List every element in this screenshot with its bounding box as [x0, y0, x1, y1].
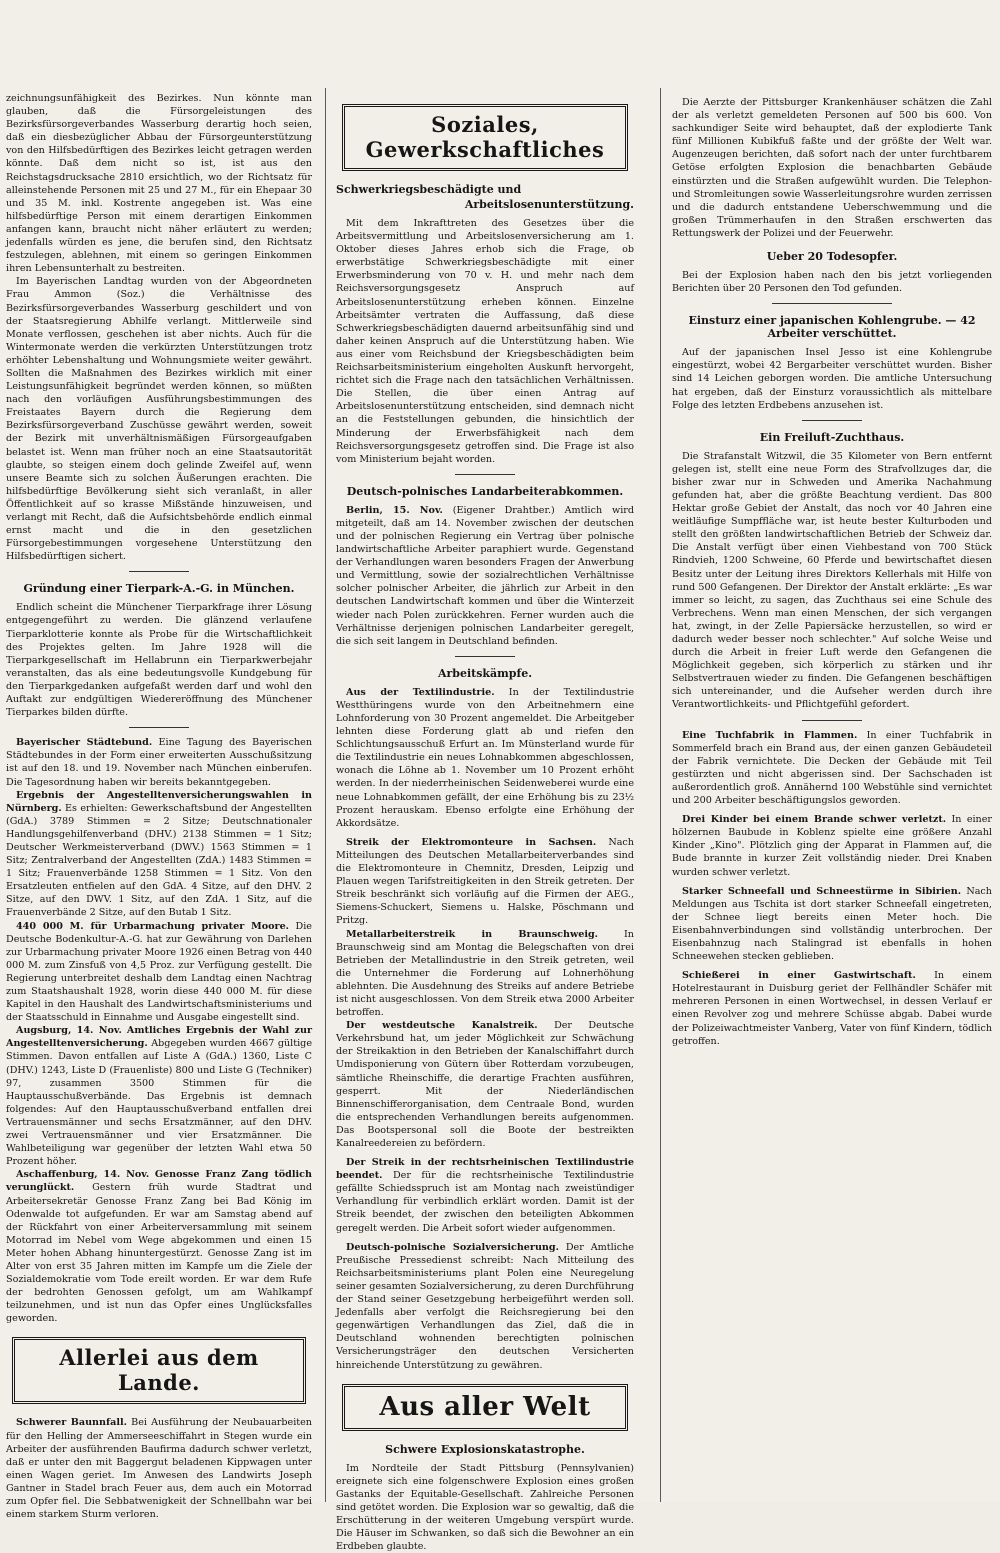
article-kanal: Der Deutsche Verkehrsbund hat, um jeder Möglichkeit zur Schwächung der Streikaktion in den Betrieben der Kanalschiffahrt durch Umdisponierung von Gütern über Rotterdam vorzubeugen, sämtliche Rheinschiffe, die derartige Frachten ausführen, gesperrt. Mit der Niederländischen Binnenschifferorganisation, dem Centraale Bond, wurden die entsprechenden Verhandlungen bereits aufgenommen. Das Bootspersonal soll die Boote der bestreikten Kanalreedereien zu befördern.: [336, 1020, 634, 1149]
article-moore: Die Deutsche Bodenkultur-A.-G. hat zur Gewährung von Darlehen zur Urbarmachung privater Moore 1926 einen Betrag von 440 000 M. zum Zinsfuß von 4,5 Proz. zur Verfügung gestellt. Die Regierung unterbreitet deshalb dem Landtag einen Nachtrag zum Staatshaushalt 1928, worin diese 440 000 M. für diese Kapitel in den Haushalt des Landwirtschaftsministeriums und der Staatsschuld in Einnahme und Ausgabe eingestellt sind.: [6, 920, 312, 1024]
headline-landarbeiter: Deutsch-polnisches Landarbeiterabkommen.: [346, 484, 624, 498]
headline-japan: Einsturz einer japanischen Kohlengrube. — 42 Arbeiter verschüttet.: [688, 314, 976, 341]
lead-rhein: Der Streik in der rechtsrheinischen Textilindustrie beendet.: [336, 1157, 634, 1182]
column-left: [2, 0, 314, 1521]
article-landarbeiter: (Eigener Drahtber.) Amtlich wird mitgeteilt, daß am 14. November zwischen der deutschen und der polnischen Regierung ein Vertrag über polnische landwirtschaftliche Arbeiter paraphiert wurde. Gegenstand der Verhandlungen waren besonders Fragen der Anwerbung und Vermittlung, sowie der sozialrechtlichen Verhältnisse solcher polnischer Arbeiter, die jährlich zur Arbeit in den deutschen Landwirtschaft kommen und über die Winterzeit wieder nach Polen zurückkehren. Ferner wurden auch die Verhältnisse derjenigen polnischen Landarbeiter geregelt, die sich seit langem in Deutschland befinden.: [336, 504, 634, 647]
lead-berlin: Berlin, 15. Nov.: [346, 504, 443, 516]
separator: [802, 720, 862, 721]
section-heading-lande: Allerlei aus dem Lande.: [12, 1337, 306, 1404]
column-right: [668, 0, 996, 1502]
headline-todesopfer: Ueber 20 Todesopfer.: [766, 250, 898, 264]
article-zang: Gestern früh wurde Stadtrat und Arbeitersekretär Genosse Franz Zang bei Bad König im Odenwalde tot aufgefunden. Er war am Samstag abend auf der Rückfahrt von einer Arbeiterversammlung mit seinem Motorrad im Nebel vom Wege abgekommen und einen 15 Meter hohen Abhang hinuntergestürzt. Genosse Zang ist im Alter von erst 35 Jahren mitten im Kampfe um die Ziele der Sozialdemokratie vom Tode ereilt worden. Er war dem Rufe der bedrohten Genossen gefolgt, um am Wahlkampf teilzunehmen, und ist nun das Opfer eines Unglücksfalles geworden.: [6, 1182, 312, 1325]
separator: [772, 303, 892, 304]
lead-kanal: Der westdeutsche Kanalstreik.: [346, 1020, 538, 1032]
lead-nuernberg: Ergebnis der Angestelltenversicherungswahlen in Nürnberg.: [6, 789, 312, 814]
lead-aschaffenburg: Aschaffenburg, 14. Nov.: [16, 1169, 150, 1181]
article-continuation: zeichnungsunfähigkeit des Bezirkes. Nun könnte man glauben, daß die Fürsorgeleistungen des Bezirksfürsorgeverbandes Wasserburg derartig hoch seien, daß ein diesbezüglicher Abbau der Fürsorgeunterstützung von den Hilfsbedürftigen des Bezirkes leicht getragen werden könnte. Daß dem nicht so ist, ist aus den Reichstagsdrucksache 2810 ersichtlich, wo der Richtsatz für alleinstehende Personen mit 25 und 27 M., für ein Ehepaar 30 und 35 M. inkl. Kostrente angegeben ist. Was eine hilfsbedürftige Person mit einem derartigen Einkommen anfangen kann, braucht nicht näher erläutert zu werden; jedenfalls würden es jene, die berufen sind, den Richtsatz festzulegen, ablehnen, mit einem so geringen Einkommen ihren Lebensunterhalt zu bestreiten.: [6, 93, 312, 275]
separator: [129, 727, 189, 728]
lead-kinder: Drei Kinder bei einem Brande schwer verletzt.: [682, 814, 947, 826]
article-japan: Auf der japanischen Insel Jesso ist eine Kohlengrube eingestürzt, wobei 42 Bergarbeiter verschüttet wurden. Bisher sind 14 Leichen geborgen worden. Die amtliche Untersuchung hat ergeben, daß der Einsturz voraussichtlich als mittelbare Folge des letzten Erdbebens anzusehen ist.: [672, 347, 992, 411]
lead-textil: Aus der Textilindustrie.: [346, 686, 495, 698]
separator: [455, 474, 515, 475]
lead-sozialvers: Deutsch-polnische Sozialversicherung.: [346, 1241, 559, 1253]
lead-elektro: Streik der Elektromonteure in Sachsen.: [346, 836, 597, 848]
lead-staedtebund: Bayerischer Städtebund.: [16, 737, 153, 749]
lead-braunschweig: Metallarbeiterstreik in Braunschweig.: [346, 928, 599, 940]
article-zuchthaus: Die Strafanstalt Witzwil, die 35 Kilometer von Bern entfernt gelegen ist, stellt eine neue Form des Strafvollzuges dar, die bisher zwar nur in Schweden und Amerika Nachahmung gefunden hat, aber die größte Beachtung verdient. Das 800 Hektar große Gebiet der Anstalt, das noch vor 40 Jahren eine weitläufige Sumpffläche war, ist heute bester Kulturboden und stellt den größten landwirtschaftlichen Betrieb der Schweiz dar. Die Anstalt verfügt über einen Viehbestand von 700 Stück Rindvieh, 1200 Schweine, 60 Pferde und bewirtschaftet diesen Besitz unter der Leitung ihres Direktors Kellerhals mit Hilfe von rund 500 Gefangenen. Der Direktor der Anstalt erklärte: „Es war immer so leicht, zu sagen, das Zuchthaus sei eine Schule des Verbrechens. Wenn man einen Menschen, der sich vergangen hat, zwingt, in der Zelle Papiersäcke herzustellen, so wird er dadurch weder besser noch schlechter." Auf solche Weise und durch die Arbeit in freier Luft werde den Gefangenen die Möglichkeit gegeben, sich körperlich zu stärken und ihr Selbstvertrauen wieder zu finden. Die Gefangenen beschäftigen sich untereinander, und die Aufseher werden durch ihre Verantwortlichkeits- und Pflichtgefühl gefordert.: [672, 450, 992, 711]
separator: [802, 420, 862, 421]
article-pittsburg-cont: Die Aerzte der Pittsburger Krankenhäuser schätzen die Zahl der als verletzt gemeldeten Personen auf 500 bis 600. Von sachkundiger Seite wird behauptet, daß der explodierte Tank fünf Millionen Kubikfuß faßte und der größte der Welt war. Augenzeugen berichten, daß sofort nach der unter furchtbarem Getöse erfolgten Explosion die benachbarten Gebäude einstürzten und die Straßen aufgewühlt wurden. Die Telephon- und Stromleitungen sowie Wasserleitungsrohre wurden zerrissen und die dadurch entstandene Ueberschwemmung und die großen Trümmerhaufen in den Straßen erschwerten das Rettungswerk der Polizei und der Feuerwehr.: [672, 97, 992, 239]
article-braunschweig: In Braunschweig sind am Montag die Belegschaften von drei Betrieben der Metallindustrie in den Streik getreten, weil die Unternehmer die Forderung auf Lohnerhöhung ablehnten. Die Ausdehnung des Streiks auf andere Betriebe ist nicht ausgeschlossen. Von dem Streik etwa 2000 Arbeiter betroffen.: [336, 928, 634, 1019]
separator: [129, 571, 189, 572]
lead-tuchfabrik: Eine Tuchfabrik in Flammen.: [682, 729, 858, 741]
article-sozialvers: Der Amtliche Preußische Pressedienst schreibt: Nach Mitteilung des Reichsarbeitsministeriums plant Polen eine Neuregelung seiner gesamten Sozialversicherung, zu deren Durchführung der Stand seiner Gesetzgebung herbeigeführt werden soll. Jedenfalls aber verfolgt die Reichsregierung bei den gegenwärtigen Verhandlungen das Ziel, daß die in Deutschland wohnenden berechtigten polnischen Versicherungsträger den deutschen Versicherten hinreichende Unterstützung zu gewähren.: [336, 1241, 634, 1371]
article-nuernberg: Es erhielten: Gewerkschaftsbund der Angestellten (GdA.) 3789 Stimmen = 2 Sitze; Deutschnationaler Handlungsgehilfenverband (DHV.) 2138 Stimmen = 1 Sitz; Deutscher Werkmeisterverband (DWV.) 1563 Stimmen = 1 Sitz; Zentralverband der Angestellten (ZdA.) 1483 Stimmen = 1 Sitz; Frauenverbände 1258 Stimmen = 1 Sitz. Von den Ersatzleuten entfielen auf den GdA. 4 Sitze, auf den DHV. 2 Sitze, auf den DWV. 1 Sitz, auf den ZdA. 1 Sitz, auf die Frauenverbände 2 Sitze, auf den Butab 1 Sitz.: [6, 802, 312, 919]
article-tierpark: Endlich scheint die Münchener Tierparkfrage ihrer Lösung entgegengeführt zu werden. Die glänzend verlaufene Tierparklotterie konnte als Probe für die Wirtschaftlichkeit des Projektes gelten. Im Jahre 1928 will die Tierparkgesellschaft im Hellabrunn ein Tierparkwerbejahr veranstalten, das als eine bedeutungsvolle Kundgebung für den Tierparkgedanken aufgefaßt werden darf und wohl den Auftakt zur endgültigen Wiedereröffnung des Münchener Tierparkes bilden dürfte.: [6, 602, 312, 719]
section-heading-soziales: Soziales, Gewerkschaftliches: [342, 104, 628, 171]
article-gastwirtschaft: In einem Hotelrestaurant in Duisburg geriet der Fellhändler Schäfer mit mehreren Personen in einen Wortwechsel, in dessen Verlauf er einen Revolver zog und mehrere Schüsse abgab. Dabei wurde der Polizeiwachtmeister Vanberg, Vater von fünf Kindern, tödlich getroffen.: [672, 970, 992, 1047]
article-todesopfer: Bei der Explosion haben nach den bis jetzt vorliegenden Berichten über 20 Personen den Tod gefunden.: [672, 270, 992, 295]
article-textil: In der Textilindustrie Westthüringens wurde von den Arbeitnehmern eine Lohnforderung von 30 Prozent angemeldet. Die Arbeitgeber lehnten diese Forderung glatt ab und riefen den Schlichtungsausschuß Erfurt an. Im Münsterland wurde für die Textilindustrie ein neues Lohnabkommen abgeschlossen, wonach die Löhne ab 1. November um 10 Prozent erhöht werden. In der niederrheinischen Seidenweberei wurde eine neue Lohnabkommen gefällt, der eine Erhöhung bis zu 23½ Prozent herauskam. Ebenso erfolgte eine Erhöhung der Akkordsätze.: [336, 686, 634, 829]
article-schwerkrieg: Mit dem Inkrafttreten des Gesetzes über die Arbeitsvermittlung und Arbeitslosenversicherung am 1. Oktober dieses Jahres erhob sich die Frage, ob erwerbstätige Schwerkriegsbeschädigte mit einer Erwerbsminderung von 70 v. H. und mehr nach dem Reichsversorgungsgesetz Anspruch auf Arbeitslosenunterstützung erheben können. Einzelne Arbeitsämter vertraten die Auffassung, daß diese Schwerkriegsbeschädigten dauernd arbeitsunfähig sind und daher keinen Anspruch auf die Unterstützung haben. Wie aus einer vom Reichsbund der Kriegsbeschädigten beim Reichsarbeitsministerium eingeholten Auskunft hervorgeht, richtet sich die Frage nach den tatsächlichen Verhältnissen. Die Stellen, die über einen Antrag auf Arbeitslosenunterstützung entscheiden, sind demnach nicht an die Feststellungen gebunden, die hinsichtlich der Minderung der Erwerbsfähigkeit nach dem Reichsversorgungsgesetz getroffen sind. Die Frage ist also vom Ministerium bejaht worden.: [336, 218, 634, 465]
lead-baunnfall: Schwerer Baunnfall.: [16, 1417, 127, 1429]
article-explosion: Im Nordteile der Stadt Pittsburg (Pennsylvanien) ereignete sich eine folgenschwere Explosion eines großen Gastanks der Equitable-Gesellschaft. Zahlreiche Personen sind getötet worden. Die Explosion war so gewaltig, daß die Erschütterung in der weiteren Umgebung verspürt wurde. Die Häuser im Schwanken, so daß sich die Bewohner an ein Erdbeben glaubte.: [336, 1462, 634, 1553]
article-sibirien: Nach Meldungen aus Tschita ist dort starker Schneefall eingetreten, der Schnee liegt bereits einen Meter hoch. Die Eisenbahnverbindungen sind vollständig unterbrochen. Der Eisenbahnzug nach Stalingrad ist ebenfalls in hohen Schneewehen stecken geblieben.: [672, 885, 992, 963]
article-rhein: Der für die rechtsrheinische Textilindustrie gefällte Schiedsspruch ist am Montag nach zweistündiger Verhandlung für verbindlich erklärt worden. Damit ist der Streik beendet, der zwischen den beteiligten Abkommen geregelt werden. Die Arbeit sofort wieder aufgenommen.: [336, 1170, 634, 1234]
section-heading-welt: Aus aller Welt: [342, 1384, 628, 1431]
headline-schwerkrieg-sub: Arbeitslosenunterstützung.: [464, 198, 634, 211]
lead-zang: Genosse Franz Zang tödlich verunglückt.: [6, 1169, 312, 1194]
article-elektro: Nach Mitteilungen des Deutschen Metallarbeiterverbandes sind die Elektromonteure in Chemnitz, Dresden, Leipzig und Plauen wegen Tarifstreitigkeiten in den Streik getreten. Der Streik beschränkt sich vorläufig auf die Firmen der AEG., Siemens-Schuckert, Siemens u. Halske, Pöschmann und Pritzg.: [336, 836, 634, 927]
lead-augsburg: Augsburg, 14. Nov.: [16, 1025, 122, 1037]
lead-sibirien: Starker Schneefall und Schneestürme in Sibirien.: [682, 885, 962, 897]
article-augsburg: Abgegeben wurden 4667 gültige Stimmen. Davon entfallen auf Liste A (GdA.) 1360, Liste C (DHV.) 1243, Liste D (Frauenliste) 800 und Liste G (Techniker) 97, zusammen 3500 Stimmen für die Hauptausschußverbände. Das Ergebnis ist demnach folgendes: Auf den Hauptausschußverband entfallen drei Vertrauensmänner und sechs Ersatzmänner, auf den DHV. zwei Vertrauensmänner und vier Ersatzmänner. Die Wahlbeteiligung war gegenüber der letzten Wahl etwa 50 Prozent höher.: [6, 1038, 312, 1168]
article-kinder: In einer hölzernen Baubude in Koblenz spielte eine größere Anzahl Kinder „Kino". Plötzlich ging der Apparat in Flammen auf, die Bude brannte in kurzer Zeit vollständig nieder. Drei Knaben wurden schwer verletzt.: [672, 814, 993, 878]
column-rule-2: [660, 88, 661, 1502]
article-baunnfall: Bei Ausführung der Neubauarbeiten für den Helling der Ammerseeschiffahrt in Stegen wurde ein Arbeiter der ausführenden Baufirma dadurch schwer verletzt, daß er unter den mit Baggergut beladenen Kippwagen unter einen Wagen geriet. Im Anwesen des Landwirts Joseph Gantner in Stadel brach Feuer aus, dem auch ein Motorrad zum Opfer fiel. Die Sebbatwenigkeit der Schnellbahn war bei einem starkem Sturm verloren.: [6, 1417, 312, 1521]
column-rule-1: [325, 88, 326, 1502]
article-tuchfabrik: In einer Tuchfabrik in Sommerfeld brach ein Brand aus, der einen ganzen Gebäudeteil der Fabrik vernichtete. Die Decken der Gebäude mit Teil gestürzten und nicht abgerissen sind. Der Sachschaden ist außerordentlich groß. Annähernd 100 Webstühle sind vernichtet und 200 Arbeiter beschäftigungslos geworden.: [672, 729, 992, 807]
article-paragraph: Im Bayerischen Landtag wurden von der Abgeordneten Frau Ammon (Soz.) die Verhältnisse des Bezirksfürsorgeverbandes Wasserburg geschildert und von der Staatsregierung Abhilfe verlangt. Mittlerweile sind Monate verflossen, geschehen ist aber nichts. Auch für die Wintermonate werden die verkürzten Unterstützungen trotz erhöhter Lebenshaltung und Wohnungsmiete weiter gewährt. Sollten die Maßnahmen des Bezirkes wirklich mit einer Leistungsunfähigkeit begründet werden können, so müßten nach den vorläufigen Ausführungsbestimmungen des Freistaates Bayern durch die Regierung dem Bezirksfürsorgeverband Zuschüsse gewährt werden, soweit der Bezirk mit unverhältnismäßigen Fürsorgeaufgaben belastet ist. Wenn man früher noch an eine Staatsautorität glaubte, so steigen einem doch gelinde Zweifel auf, wenn unsere Beamte sich zu solchen Äußerungen erachten. Die hilfsbedürftige Bevölkerung sieht sich veranlaßt, in aller Öffentlichkeit auf so krasse Mißstände hinzuweisen, und verlangt mit Recht, daß die Aufsichtsbehörde endlich einmal ernst macht und die in den gesetzlichen Fürsorgebestimmungen vorgesehene Unterstützung den Hilfsbedürftigen sichert.: [6, 276, 312, 563]
column-middle: [334, 0, 636, 1553]
lead-gastwirtschaft: Schießerei in einer Gastwirtschaft.: [682, 970, 916, 982]
headline-zuchthaus: Ein Freiluft-Zuchthaus.: [759, 430, 905, 444]
lead-moore: 440 000 M. für Urbarmachung privater Moore.: [16, 920, 290, 932]
separator: [455, 656, 515, 657]
headline-tierpark: Gründung einer Tierpark-A.-G. in München.: [23, 582, 295, 596]
headline-arbeitskaempfe: Arbeitskämpfe.: [437, 666, 533, 680]
article-staedtebund: Eine Tagung des Bayerischen Städtebundes in der Form einer erweiterten Ausschußsitzung ist auf den 18. und 19. November nach München einberufen. Die Tagesordnung haben wir bereits bekanntgegeben.: [6, 737, 312, 788]
headline-schwerkrieg: Schwerkriegsbeschädigte und: [336, 183, 522, 196]
lead-augsburg-title: Amtliches Ergebnis der Wahl zur Angestelltenversicherung.: [6, 1025, 313, 1050]
headline-explosion: Schwere Explosionskatastrophe.: [385, 1442, 585, 1456]
